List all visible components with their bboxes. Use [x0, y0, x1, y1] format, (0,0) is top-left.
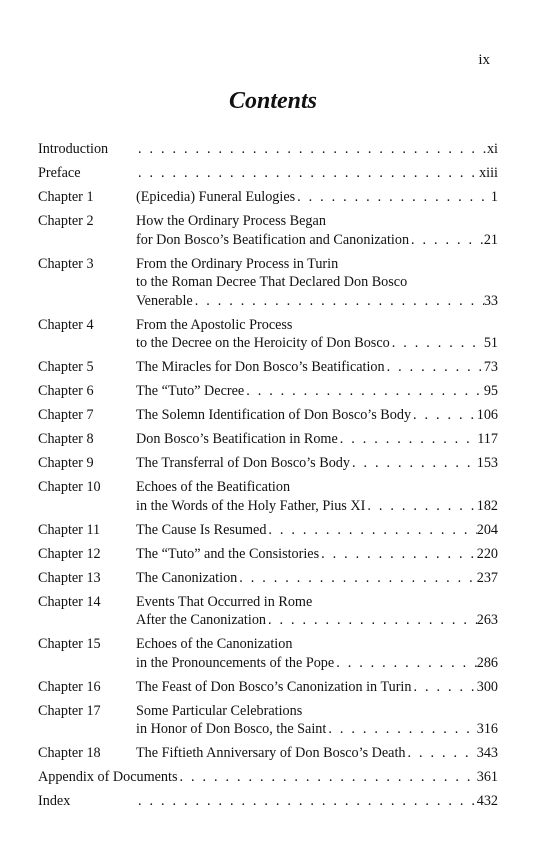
toc-entry-body: [136, 358, 498, 377]
toc-entry: [38, 255, 498, 311]
toc-entry: [38, 454, 498, 473]
toc-page-number: xiii: [479, 165, 498, 181]
dot-leader: [136, 792, 477, 811]
page-number: ix: [478, 52, 490, 68]
toc-entry-body: [136, 212, 498, 249]
toc-entry-title: The Canonization: [136, 569, 238, 586]
toc-entry-label: Chapter 12: [38, 545, 101, 562]
toc-entry: [38, 212, 498, 249]
table-of-contents: [38, 140, 498, 816]
page-title: Contents: [228, 88, 318, 114]
toc-entry-line: [136, 792, 498, 811]
toc-page-number: 286: [476, 654, 498, 671]
toc-page-number: 106: [476, 407, 498, 423]
toc-entry-line: [136, 611, 498, 630]
dot-leader: [319, 545, 477, 564]
toc-entry-label: Chapter 7: [38, 407, 94, 423]
toc-entry-title-line: How the Ordinary Process Began: [136, 213, 326, 229]
toc-entry-title: Venerable: [136, 292, 193, 309]
toc-entry-title: for Don Bosco’s Beatification and Canonization: [136, 231, 410, 248]
toc-entry-label: Chapter 13: [38, 569, 101, 586]
toc-entry-title: The “Tuto” Decree: [136, 383, 245, 399]
toc-entry-body: [136, 593, 498, 630]
toc-page-number: 361: [476, 769, 498, 785]
toc-entry-line: [136, 744, 498, 763]
toc-page-number: 21: [483, 231, 498, 248]
toc-entry-title: The Solemn Identification of Don Bosco’s Body: [136, 407, 412, 423]
toc-entry-line: [136, 188, 498, 207]
toc-entry-title: in the Words of the Holy Father, Pius XI: [136, 497, 366, 514]
toc-entry: [38, 744, 498, 763]
toc-entry-title: (Epicedia) Funeral Eulogies: [136, 189, 296, 205]
toc-entry: [38, 478, 498, 515]
dot-leader: [390, 334, 484, 353]
toc-entry-label: Introduction: [38, 141, 109, 157]
toc-entry-body: [136, 406, 498, 425]
toc-entry-line: [136, 382, 498, 401]
toc-entry: [38, 382, 498, 401]
dot-leader: [411, 678, 476, 697]
dot-leader: [266, 521, 476, 540]
toc-page-number: 95: [483, 383, 498, 399]
toc-entry-label: Chapter 6: [38, 383, 94, 399]
toc-entry-line: [136, 164, 498, 183]
toc-entry: [38, 792, 498, 811]
toc-page-number: 153: [476, 455, 498, 471]
toc-page-number: 263: [476, 612, 498, 628]
toc-entry-title-line: Events That Occurred in Rome: [136, 593, 313, 610]
toc-entry-line: [136, 231, 498, 250]
toc-entry-title: The “Tuto” and the Consistories: [136, 545, 320, 562]
dot-leader: [136, 140, 487, 159]
toc-page-number: 343: [476, 745, 498, 761]
toc-entry: [38, 768, 498, 787]
toc-entry-title: to the Decree on the Heroicity of Don Bosco: [136, 335, 390, 351]
toc-entry-title: The Transferral of Don Bosco’s Body: [136, 455, 350, 471]
toc-entry-body: [136, 430, 498, 449]
toc-entry-line: [136, 720, 498, 739]
toc-entry-label: Appendix of Documents: [38, 769, 178, 785]
toc-entry-body: [136, 569, 498, 588]
dot-leader: [295, 188, 491, 207]
toc-page-number: 51: [483, 335, 498, 351]
toc-entry-title-line: to the Roman Decree That Declared Don Bosco: [136, 274, 408, 290]
toc-entry: [38, 545, 498, 564]
dot-leader: [350, 454, 477, 473]
toc-entry: [38, 678, 498, 697]
toc-page-number: 220: [476, 545, 498, 562]
dot-leader: [334, 654, 477, 673]
toc-entry-body: [136, 382, 498, 401]
toc-entry: [38, 521, 498, 540]
dot-leader: [409, 231, 484, 250]
dot-leader: [237, 569, 476, 588]
toc-entry-label: Chapter 8: [38, 431, 94, 447]
toc-entry-line: [136, 654, 498, 673]
toc-entry: [38, 188, 498, 207]
toc-entry-title-line: Echoes of the Canonization: [136, 636, 293, 652]
toc-entry-line: [136, 545, 498, 564]
dot-leader: [244, 382, 484, 401]
toc-page-number: 204: [476, 521, 498, 538]
toc-entry-title-line: Some Particular Celebrations: [136, 702, 303, 719]
toc-entry: [38, 635, 498, 672]
toc-entry-body: [136, 545, 498, 564]
toc-entry-label: Chapter 1: [38, 189, 94, 205]
toc-entry: [38, 164, 498, 183]
toc-entry-body: [136, 255, 498, 311]
toc-entry-title: in the Pronouncements of the Pope: [136, 654, 335, 671]
toc-entry-label: Chapter 15: [38, 636, 101, 652]
toc-entry-line: [136, 406, 498, 425]
toc-entry-title: After the Canonization: [136, 612, 267, 628]
toc-entry-body: [136, 702, 498, 739]
toc-entry-body: [136, 744, 498, 763]
dot-leader: [338, 430, 477, 449]
dot-leader: [136, 164, 479, 183]
toc-entry-line: [136, 292, 498, 311]
toc-entry-body: [136, 635, 498, 672]
toc-page-number: 117: [477, 431, 498, 447]
toc-entry-label: Chapter 10: [38, 479, 101, 495]
toc-entry-line: [136, 140, 498, 159]
toc-entry-line: [38, 768, 498, 787]
toc-entry-label: Chapter 3: [38, 255, 94, 272]
toc-entry-line: [136, 358, 498, 377]
toc-page-number: xi: [486, 141, 498, 157]
toc-page-number: 182: [476, 497, 498, 514]
toc-entry-line: [136, 521, 498, 540]
toc-entry-title: The Fiftieth Anniversary of Don Bosco’s Death: [136, 745, 406, 761]
toc-entry-label: Chapter 2: [38, 213, 94, 229]
dot-leader: [266, 611, 477, 630]
toc-entry-body: [136, 521, 498, 540]
dot-leader: [326, 720, 476, 739]
toc-entry: [38, 406, 498, 425]
dot-leader: [385, 358, 484, 377]
toc-entry-title-line: Echoes of the Beatification: [136, 479, 291, 495]
toc-entry-title-line: From the Apostolic Process: [136, 316, 293, 333]
toc-page-number: 73: [483, 359, 498, 375]
toc-entry-label: Chapter 5: [38, 359, 94, 375]
toc-entry-body: [136, 454, 498, 473]
toc-entry-body: [136, 140, 498, 159]
toc-entry-line: [136, 334, 498, 353]
toc-entry-body: [136, 792, 498, 811]
toc-entry-body: [136, 678, 498, 697]
toc-entry-label: Chapter 18: [38, 745, 101, 761]
toc-entry-title: The Miracles for Don Bosco’s Beatification: [136, 359, 385, 375]
toc-entry-body: [136, 478, 498, 515]
toc-entry: [38, 358, 498, 377]
toc-page-number: 316: [476, 721, 498, 737]
toc-entry-title: in Honor of Don Bosco, the Saint: [136, 721, 327, 737]
dot-leader: [193, 292, 484, 311]
toc-entry-label: Preface: [38, 165, 81, 181]
toc-entry-line: [136, 497, 498, 516]
toc-entry: [38, 593, 498, 630]
toc-entry-label: Chapter 11: [38, 521, 101, 538]
toc-entry-label: Chapter 14: [38, 593, 101, 610]
toc-entry-title: Don Bosco’s Beatification in Rome: [136, 431, 338, 447]
toc-page-number: 432: [476, 793, 498, 809]
toc-entry: [38, 569, 498, 588]
toc-entry-label: Chapter 4: [38, 316, 94, 333]
toc-entry-label: Chapter 9: [38, 455, 94, 471]
toc-entry: [38, 702, 498, 739]
dot-leader: [178, 768, 477, 787]
toc-entry-body: [136, 188, 498, 207]
toc-entry-line: [136, 430, 498, 449]
toc-entry-label: Index: [38, 793, 71, 809]
toc-entry-line: [136, 569, 498, 588]
toc-page-number: 300: [476, 678, 498, 695]
toc-entry-title: The Feast of Don Bosco’s Canonization in Turin: [136, 678, 412, 695]
toc-page-number: 33: [483, 292, 498, 309]
toc-entry-line: [136, 454, 498, 473]
toc-entry-label: Chapter 16: [38, 678, 101, 695]
toc-entry-label: Chapter 17: [38, 702, 101, 719]
toc-entry-body: [136, 164, 498, 183]
toc-page-number: 1: [490, 189, 498, 205]
dot-leader: [411, 406, 477, 425]
toc-entry-title-line: From the Ordinary Process in Turin: [136, 255, 339, 272]
toc-entry: [38, 140, 498, 159]
toc-entry-title: The Cause Is Resumed: [136, 521, 267, 538]
dot-leader: [365, 497, 476, 516]
toc-entry-body: [136, 316, 498, 353]
toc-entry-line: [136, 678, 498, 697]
dot-leader: [406, 744, 477, 763]
toc-entry: [38, 430, 498, 449]
toc-page-number: 237: [476, 569, 498, 586]
toc-entry: [38, 316, 498, 353]
